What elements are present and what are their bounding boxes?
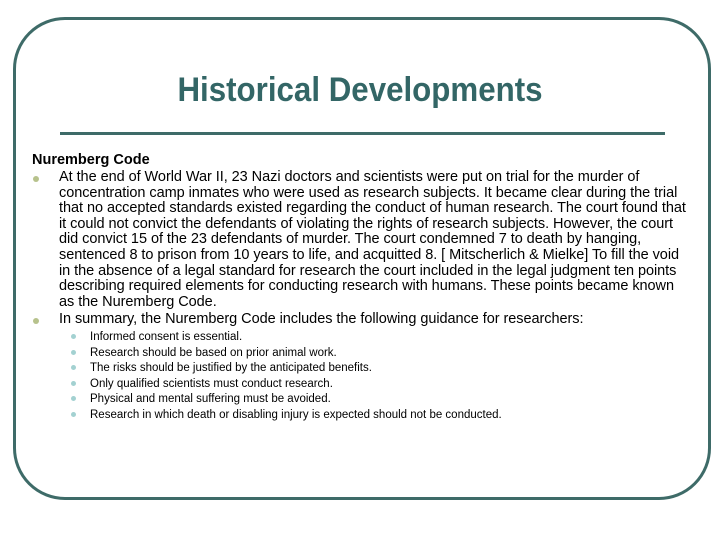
sub-bullet-item (32, 361, 692, 377)
sub-bullet-text: The risks should be justified by the anticipated benefits. (90, 362, 372, 375)
sub-bullet-dot-icon (71, 412, 76, 417)
slide-title: Historical Developments (177, 71, 543, 109)
sub-bullet-text: Informed consent is essential. (90, 330, 243, 343)
sub-bullet-item (32, 346, 692, 362)
sub-bullet-text: Physical and mental suffering must be avoided. (90, 393, 331, 406)
bullet-item (32, 312, 692, 328)
bullet-dot-icon (33, 318, 39, 324)
bullet-item (32, 170, 692, 310)
sub-bullet-text: Research should be based on prior animal work. (90, 346, 337, 359)
bullet-text: In summary, the Nuremberg Code includes the following guidance for researchers: (59, 311, 584, 328)
sub-bullet-dot-icon (71, 334, 76, 339)
sub-bullet-text: Only qualified scientists must conduct research. (90, 377, 333, 390)
title-underline (60, 132, 665, 135)
sub-bullet-dot-icon (71, 350, 76, 355)
sub-bullet-item (32, 330, 692, 346)
sub-bullet-item (32, 377, 692, 393)
sub-bullet-item (32, 408, 692, 424)
sub-bullet-dot-icon (71, 381, 76, 386)
slide-content (32, 152, 692, 424)
sub-bullet-list (32, 330, 692, 424)
sub-bullet-dot-icon (71, 365, 76, 370)
bullet-dot-icon (33, 176, 39, 182)
sub-bullet-dot-icon (71, 396, 76, 401)
bullet-text: At the end of World War II, 23 Nazi doctors and scientists were put on trial for the murder of concentration camp inmates who were used as research subjects. It became clear during the trial that no accepted standards existed regarding the conduct of human research. The court found that it could not convict the defendants of violating the rights of research subjects. However, the court did convict 15 of the 23 defendants of murder. The court condemned 7 to death by hanging, sentenced 8 to prison from 10 years to life, and acquitted 8. [ Mitscherlich & Mielke] To fill the void in the absence of a legal standard for research the court included in the legal judgment ten points describing required elements for conducting research with humans. These points became known as the Nuremberg Code. (59, 169, 686, 310)
sub-bullet-item (32, 392, 692, 408)
sub-bullet-text: Research in which death or disabling injury is expected should not be conducted. (90, 408, 502, 421)
section-heading: Nuremberg Code (32, 152, 150, 168)
